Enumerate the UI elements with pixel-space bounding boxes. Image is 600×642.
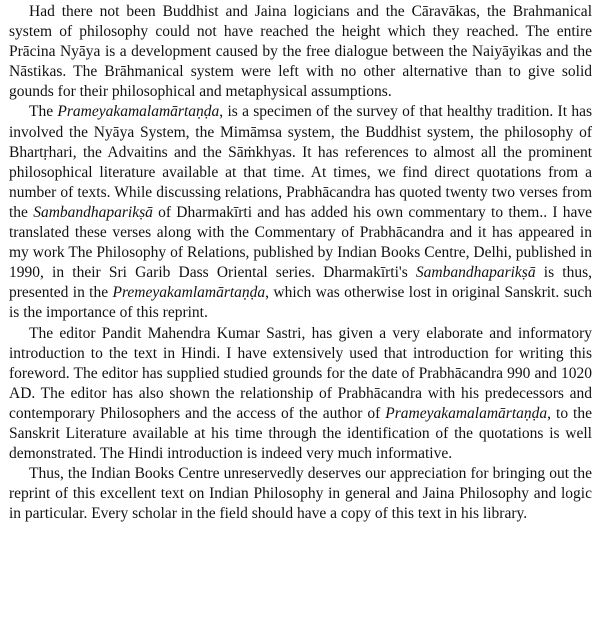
- paragraph-1: [9, 2, 592, 102]
- work-title: Premeyakamlamārtaṇḍa: [112, 284, 266, 302]
- paragraph-2-text: , which was otherwise lost in original Sanskrit. such is the importance of this reprint.: [9, 284, 593, 322]
- paragraph-3: [9, 324, 592, 465]
- paragraph-2-text: , is a specimen of the survey of that healthy tradition. It has involved the Nyāya System, the Mimāmsa system, the Buddhist system, the philosophy of Bhartṛhari, the Advaitins and the Sāṁkhyas. It has references to almost all the prominent philosophical literature available at that time. At times, we find direct quotations from a number of texts. While discussing relations, Prabhācandra has quoted twenty two verses from the: [9, 103, 592, 221]
- paragraph-3-text: The editor Pandit Mahendra Kumar Sastri, has given a very elaborate and informatory introduction to the text in Hindi. I have extensively used that introduction for writing this foreword. The editor has supplied studied grounds for the date of Prabhācandra 990 and 1020 AD. The editor has also shown the relationship of Prabhācandra with his predecessors and contemporary Philosophers and the access of the author of: [9, 324, 592, 422]
- paragraph-4: [9, 464, 592, 524]
- paragraph-2-text: of Dharmakīrti and has added his own commentary to them.. I have translated these verses along with the Commentary of Prabhācandra and it has appeared in my work The Philosophy of Relations, published by Indian Books Centre, Delhi, published in 1990, in their Sri Garib Dass Oriental series. Dharmakīrti's: [9, 203, 593, 282]
- work-title: Sambandhaparikṣā: [415, 264, 536, 282]
- paragraph-3-text: , to the Sanskrit Literature available at his time through the identification of the quotations is well demonstrated. The Hindi introduction is indeed very much informative.: [9, 404, 592, 463]
- work-title: Sambandhaparikṣā: [33, 203, 153, 221]
- paragraph-2-text: is thus, presented in the: [9, 264, 592, 302]
- work-title: Prameyakamalamārtaṇḍa: [57, 103, 220, 121]
- work-title: Prameyakamalamārtaṇḍa: [385, 404, 548, 422]
- paragraph-2-text: The: [29, 103, 58, 121]
- paragraph-4-text: Thus, the Indian Books Centre unreservedly deserves our appreciation for bringing out the reprint of this excellent text on Indian Philosophy in general and Jaina Philosophy and logic in particular. Every scholar in the field should have a copy of this text in his library.: [9, 465, 592, 523]
- paragraph-1-text: Had there not been Buddhist and Jaina logicians and the Cāravākas, the Brahmanical system of philosophy could not have reached the height which they reached. The entire Prācina Nyāya is a development caused by the free dialogue between the Naiyāyikas and the Nāstikas. The Brāhmanical system were left with no other alternative than to give solid gounds for their philosophical and metaphysical assumptions.: [9, 3, 592, 101]
- paragraph-2: [9, 102, 592, 323]
